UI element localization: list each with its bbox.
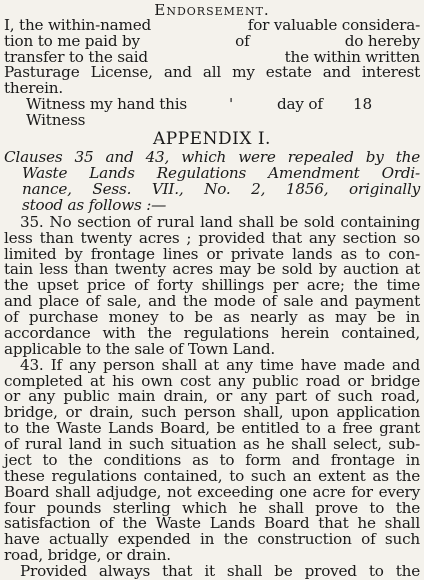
clause-43-line: satisfaction of the Waste Lands Board that he shall [4, 514, 420, 533]
endorsement-line-4: Pasturage License, and all my estate and interest [4, 63, 420, 82]
text-fragment: for valuable considera- [247, 15, 420, 34]
clause-43-line: have actually expended in the construction of such [4, 530, 420, 549]
appendix-intro-line: Clauses 35 and 43, which were repealed by the [4, 148, 420, 167]
text-fragment: Witness my hand this [26, 95, 188, 114]
clause-43-line: bridge, or drain, such person shall, upon application [4, 403, 420, 422]
text-fragment: the within written [284, 47, 420, 66]
endorsement-line-5: therein. [4, 79, 63, 98]
witness-line [26, 96, 420, 113]
clause-35-line: and place of sale, and the mode of sale and payment [4, 292, 420, 311]
appendix-title: APPENDIX I. [153, 128, 271, 149]
clause-43-line: to the Waste Lands Board, be entitled to a free grant [4, 419, 420, 438]
clause-43-line: completed at his own cost any public road or bridge [4, 371, 420, 390]
clause-43-line: Board shall adjudge, not exceeding one acre for every [4, 482, 420, 501]
clause-35-line: accordance with the regulations herein contained, [4, 323, 420, 342]
clause-43-line: Provided always that it shall be proved to the [20, 562, 420, 580]
endorsement-heading: Endorsement. [154, 0, 270, 19]
text-fragment: of [235, 31, 250, 50]
clause-35-line: 35. No section of rural land shall be sold containing [20, 212, 420, 231]
text-fragment: day of [277, 95, 323, 114]
text-fragment: do hereby [344, 31, 420, 50]
text-fragment: I, the within-named [4, 15, 152, 34]
text-fragment: transfer to the said [4, 47, 148, 66]
text-fragment: ' [229, 95, 233, 114]
clause-43-line: of rural land in such situation as he shall select, sub- [4, 435, 420, 454]
witness-label: Witness [26, 111, 86, 130]
clause-35-line: the upset price of forty shillings per acre; the time [4, 276, 420, 295]
appendix-intro-line: nance, Sess. VII., No. 2, 1856, originally [22, 180, 420, 199]
clause-35-line: applicable to the sale of Town Land. [4, 339, 276, 358]
clause-35-line: of purchase money to be as nearly as may be in [4, 308, 420, 327]
clause-43-line: four pounds sterling which he shall prove to the [4, 498, 420, 517]
text-fragment: 18 [353, 95, 372, 114]
clause-43-line: road, bridge, or drain. [4, 546, 171, 565]
clause-35-line: tain less than twenty acres may be sold by auction at [4, 260, 420, 279]
appendix-intro-line: stood as follows :— [22, 196, 167, 214]
appendix-intro-line: Waste Lands Regulations Amendment Ordi- [22, 164, 420, 183]
clause-35-line: less than twenty acres ; provided that any section so [4, 228, 420, 247]
clause-43-line: ject to the conditions as to form and frontage in [4, 450, 420, 469]
clause-43-line: 43. If any person shall at any time have made and [20, 355, 420, 374]
clause-43-line: these regulations contained, to such an extent as the [4, 466, 420, 485]
clause-43-line: or any public main drain, or any part of such road, [4, 387, 420, 406]
text-fragment: tion to me paid by [4, 31, 140, 50]
clause-35-line: limited by frontage lines or private lands as to con- [4, 244, 420, 263]
